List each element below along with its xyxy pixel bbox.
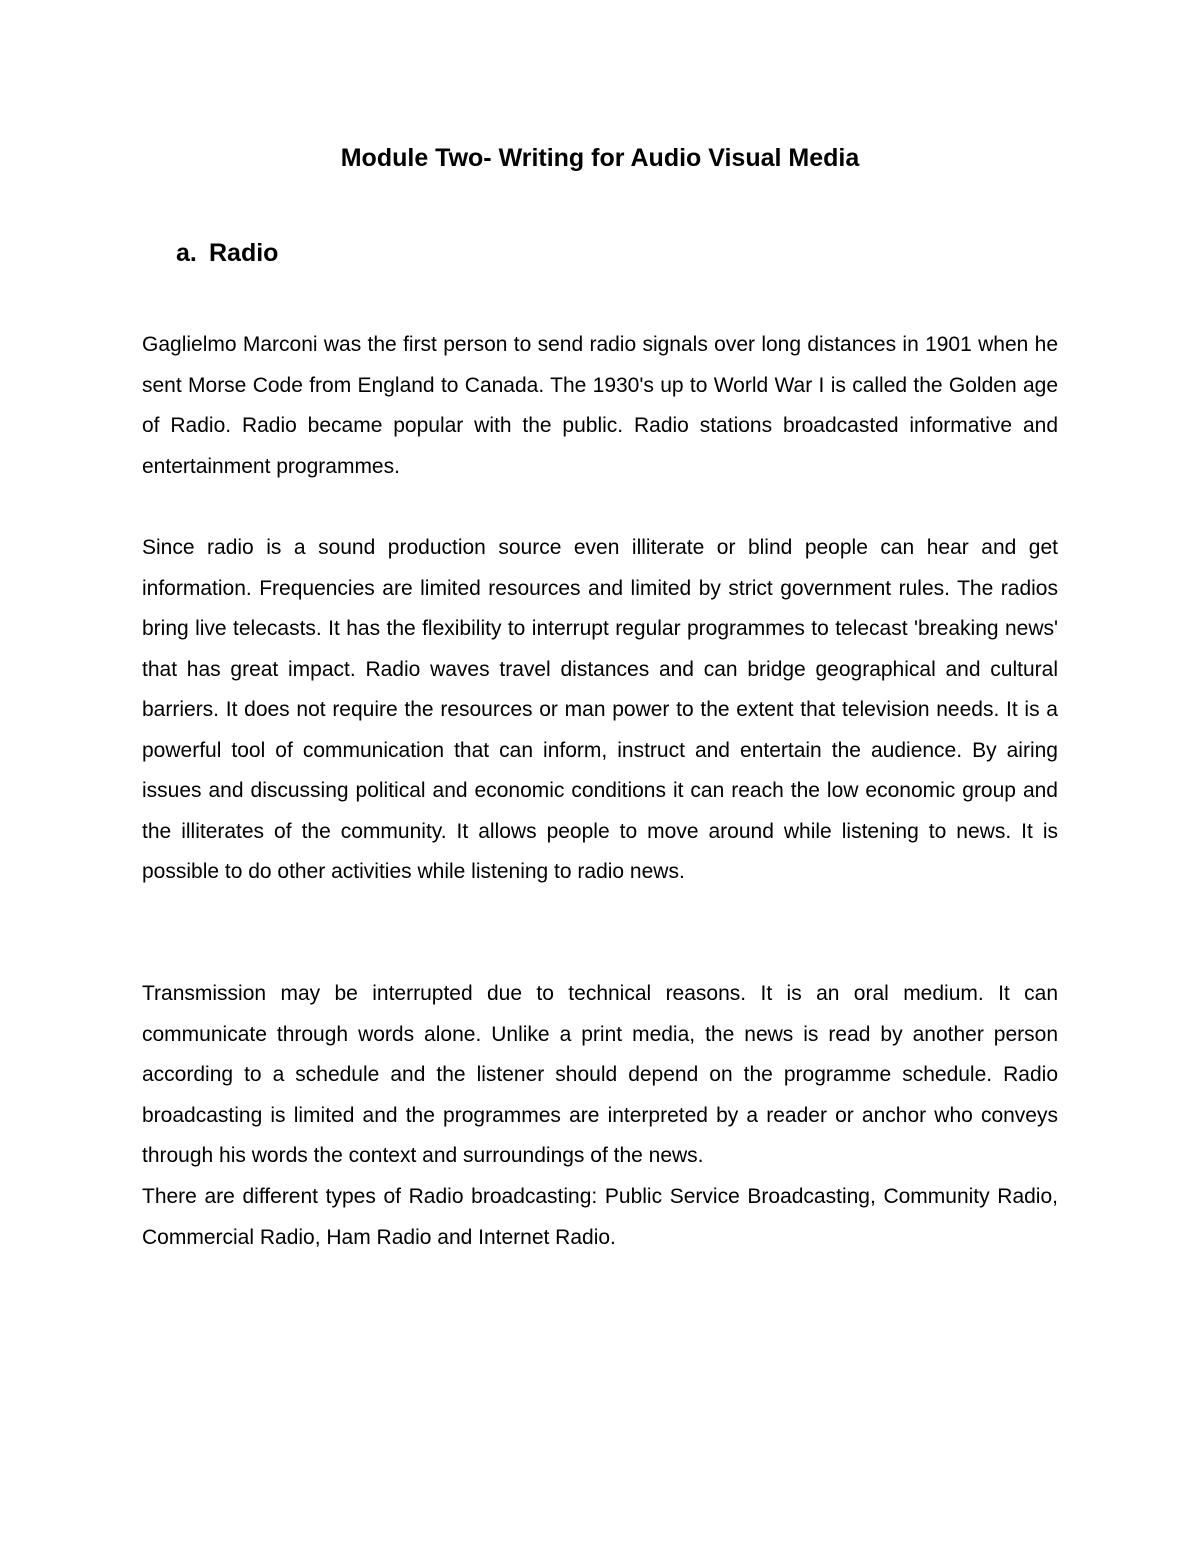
section-heading xyxy=(176,236,278,270)
paragraph-radio-limitations: Transmission may be interrupted due to technical reasons. It is an oral medium. It can communicate through words alone. Unlike a print media, the news is read by another person according to a schedule and the listener should depend on the programme schedule. Radio broadcasting is limited and the programmes are interpreted by a reader or anchor who conveys through his words the context and surroundings of the news. xyxy=(142,982,1058,1167)
document-title: Module Two- Writing for Audio Visual Media xyxy=(340,144,860,172)
paragraph-marconi-history: Gaglielmo Marconi was the first person to send radio signals over long distances in 1901 when he sent Morse Code from England to Canada. The 1930's up to World War I is called the Golden age of Radio. Radio became popular with the public. Radio stations broadcasted informative and entertainment programmes. xyxy=(142,333,1058,478)
section-marker: a. xyxy=(176,239,197,267)
paragraph-radio-advantages: Since radio is a sound production source even illiterate or blind people can hear and get information. Frequencies are limited resources and limited by strict government rules. The radios bring live telecasts. It has the flexibility to interrupt regular programmes to telecast 'breaking news' that has great impact. Radio waves travel distances and can bridge geographical and cultural barriers. It does not require the resources or man power to the extent that television needs. It is a powerful tool of communication that can inform, instruct and entertain the audience. By airing issues and discussing political and economic conditions it can reach the low economic group and the illiterates of the community. It allows people to move around while listening to news. It is possible to do other activities while listening to radio news. xyxy=(142,536,1058,883)
section-heading-text: Radio xyxy=(209,239,279,267)
paragraph-broadcasting-types: There are different types of Radio broadcasting: Public Service Broadcasting, Community Radio, Commercial Radio, Ham Radio and Internet Radio. xyxy=(142,1185,1058,1249)
